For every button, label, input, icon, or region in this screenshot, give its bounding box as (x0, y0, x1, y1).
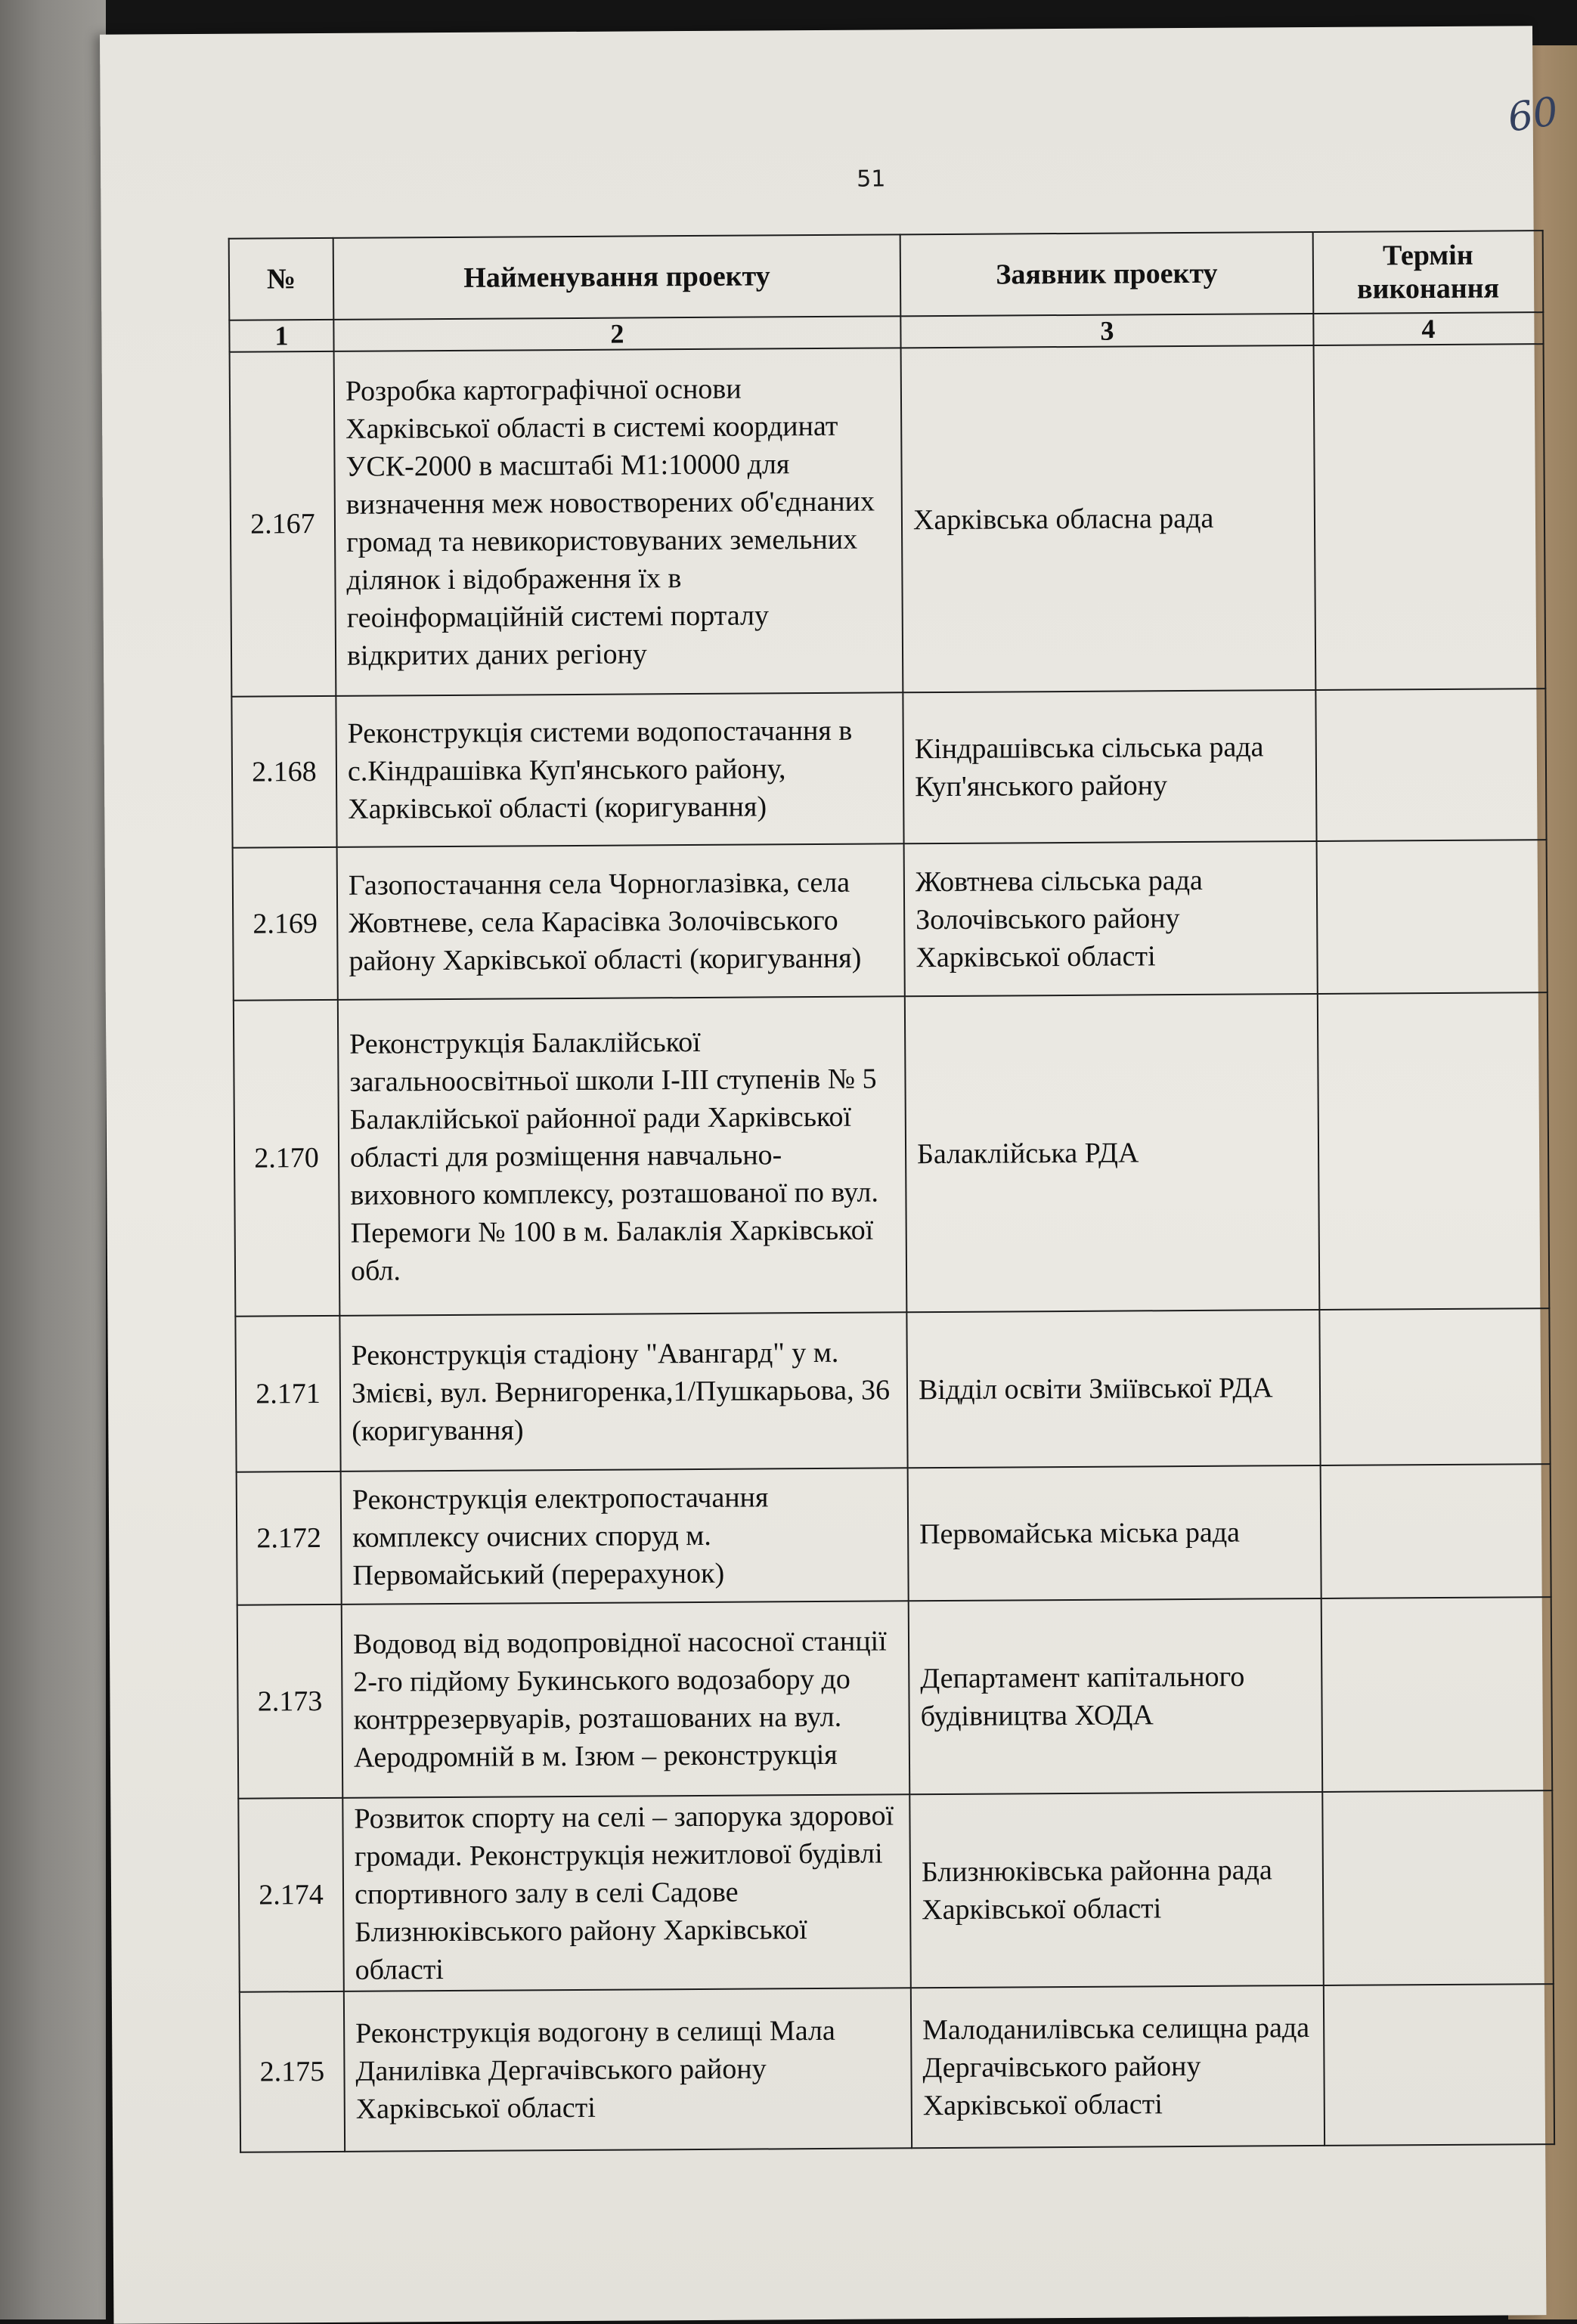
row-number: 2.175 (240, 1991, 345, 2152)
table-row (238, 1790, 1554, 1992)
header-term: Термін виконання (1313, 231, 1544, 314)
row-number: 2.171 (235, 1316, 340, 1472)
project-name: Газопостачання села Чорноглазівка, села Жовтневе, села Карасівка Золочівського району Харківської області (коригування) (337, 843, 905, 1000)
project-name: Розвиток спорту на селі – запорука здорової громади. Реконструкція нежитлової будівлі спортивного залу в селі Садове Близнюківського району Харківської області (342, 1794, 911, 1991)
row-number: 2.170 (234, 1000, 340, 1317)
project-name: Реконструкція системи водопостачання в с.Кіндрашівка Куп'янського району, Харківської області (коригування) (336, 692, 903, 847)
table-row (237, 1464, 1551, 1605)
project-term (1314, 344, 1546, 690)
project-applicant: Департамент капітального будівництва ХОДА (909, 1598, 1323, 1794)
project-term (1321, 1597, 1553, 1792)
project-term (1319, 1308, 1550, 1465)
project-name: Розробка картографічної основи Харківської області в системі координат УСК-2000 в масштабі М1:10000 для визначення меж новостворених об'єднаних громад та невикористовуваних земельних ділянок і відображення їх в геоінформаційній системі порталу відкритих даних регіону (334, 348, 903, 696)
table-row (237, 1597, 1553, 1799)
project-applicant: Близнюківська районна рада Харківської області (909, 1792, 1324, 1988)
table-row (231, 689, 1546, 848)
header-applicant: Заявник проекту (900, 232, 1314, 316)
table-header-row (229, 231, 1544, 320)
table-row (230, 344, 1546, 697)
project-applicant: Малоданилівська селищна рада Дергачівського району Харківської області (911, 1985, 1324, 2148)
project-applicant: Кіндрашівська сільська рада Куп'янського району (903, 690, 1316, 843)
page-number: 51 (857, 166, 886, 193)
table-row (233, 840, 1548, 1001)
handwritten-page-number: 60 (1504, 88, 1561, 141)
column-number: 3 (900, 314, 1313, 348)
project-applicant: Відділ освіти Зміївської РДА (906, 1310, 1320, 1468)
column-number: 4 (1313, 312, 1543, 345)
project-applicant: Первомайська міська рада (908, 1465, 1321, 1601)
document-page (100, 26, 1561, 2324)
column-number: 2 (333, 316, 900, 351)
project-applicant: Жовтнева сільська рада Золочівського району Харківської області (904, 841, 1318, 996)
row-number: 2.174 (238, 1798, 344, 1992)
project-term (1322, 1790, 1554, 1985)
projects-table (228, 230, 1555, 2153)
project-term (1315, 689, 1546, 841)
project-name: Реконструкція стадіону "Авангард" у м. Змієві, вул. Вернигоренка,1/Пушкарьова, 36 (коригування) (339, 1312, 907, 1471)
row-number: 2.167 (230, 351, 336, 697)
project-applicant: Харківська обласна рада (901, 345, 1316, 692)
underlying-page (0, 0, 106, 2319)
header-project-name: Найменування проекту (333, 234, 901, 320)
project-term (1324, 1984, 1554, 2146)
row-number: 2.173 (237, 1605, 343, 1799)
project-term (1318, 992, 1550, 1310)
row-number: 2.169 (233, 847, 338, 1001)
project-name: Реконструкція електропостачання комплексу очисних споруд м. Первомайський (перерахунок) (341, 1468, 909, 1605)
row-number: 2.172 (237, 1471, 342, 1605)
project-name: Водовод від водопровідної насосної станції 2-го підйому Букинського водозабору до контррезервуарів, розташованих на вул. Аеродромній в м. Ізюм – реконструкція (342, 1601, 910, 1798)
row-number: 2.168 (231, 696, 336, 848)
project-name: Реконструкція Балаклійської загальноосвітньої школи І-ІІІ ступенів № 5 Балаклійської районної ради Харківської області для розміщення навчально-виховного комплексу, розташованої по вул. Перемоги № 100 в м. Балаклія Харківської обл. (338, 996, 907, 1316)
project-term (1317, 840, 1548, 994)
table-row (234, 992, 1550, 1317)
header-number: № (229, 238, 334, 320)
project-applicant: Балаклійська РДА (905, 994, 1320, 1312)
table-row (235, 1308, 1550, 1472)
project-name: Реконструкція водогону в селищі Мала Данилівка Дергачівського району Харківської області (344, 1988, 912, 2152)
project-term (1321, 1464, 1551, 1598)
column-number: 1 (229, 320, 333, 352)
table-row (240, 1984, 1554, 2152)
